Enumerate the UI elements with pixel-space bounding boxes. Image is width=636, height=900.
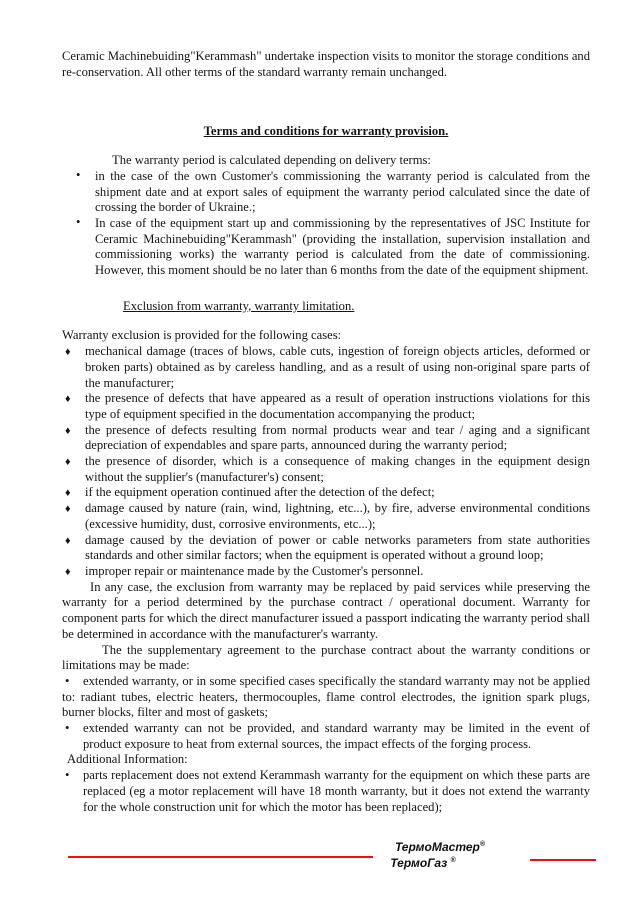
brand-termomaster-text: ТермоМастер (394, 840, 480, 854)
brand-termomaster (378, 838, 502, 854)
list-item (62, 564, 590, 580)
bullet-diamond-icon: ♦ (65, 424, 71, 437)
list-item (62, 344, 590, 391)
delivery-terms-list (62, 169, 590, 279)
brand-termogaz (361, 854, 485, 870)
list-item-text: the presence of defects resulting from normal products wear and tear / aging and a significant depreciation of expendables and spare parts, announced during the warranty period; (85, 422, 590, 453)
bullet-diamond-icon: ♦ (65, 346, 71, 359)
list-item-text: damage caused by nature (rain, wind, lightning, etc...), by fire, adverse environmental conditions (excessive humidity, dust, corrosive environments, etc...); (85, 501, 590, 531)
exclusion-list (62, 344, 590, 580)
list-item (62, 169, 590, 216)
list-item (62, 533, 590, 564)
list-item-text: if the equipment operation continued after the detection of the defect; (85, 485, 435, 500)
registered-mark: ® (450, 857, 456, 864)
paragraph-any-case: In any case, the exclusion from warranty may be replaced by paid services while preserving the warranty for a period determined by the purchase contract / operational document. Warranty for component parts for which the direct manufacturer issued a passport indicating the warranty period shall be determined in accordance with the manufacturer's warranty. (62, 579, 590, 641)
list-item (62, 485, 590, 501)
bullet-dot-icon: • (65, 673, 70, 688)
list-item-text: parts replacement does not extend Kerammash warranty for the equipment on which these parts are replaced (eg a motor replacement will have 18 month warranty, but it does not extend the warranty for the whole construction unit for which the motor has been replaced); (83, 768, 590, 814)
list-item (62, 216, 590, 279)
list-item-text: in the case of the own Customer's commissioning the warranty period is calculated from the shipment date and at export sales of equipment the warranty period calculated since the date of crossing the border of Ukraine.; (95, 168, 590, 215)
list-item-text: extended warranty, or in some specified cases specifically the standard warranty may not be applied to: radiant tubes, electric heaters, thermocouples, flame control electrodes, the ignition spark plugs, burner blocks, filter and most of gaskets; (62, 673, 590, 720)
bullet-dot-icon: • (76, 214, 81, 229)
additional-info-label: Additional Information: (67, 752, 188, 767)
exclusion-intro: Warranty exclusion is provided for the following cases: (62, 328, 342, 343)
document-body (62, 49, 590, 815)
list-item (62, 423, 590, 454)
list-item-text: extended warranty can not be provided, and standard warranty may be limited in the event of product exposure to heat from external sources, the impact effects of the forging process. (83, 721, 590, 751)
list-item (62, 454, 590, 485)
delivery-terms-intro: The warranty period is calculated depending on delivery terms: (112, 153, 431, 168)
bullet-diamond-icon: ♦ (65, 456, 71, 469)
heading-exclusion: Exclusion from warranty, warranty limitation. (123, 298, 355, 313)
list-item (62, 501, 590, 532)
brand-termogaz-text: ТермоГаз (390, 856, 448, 870)
list-item (62, 721, 590, 752)
heading-terms-and-conditions: Terms and conditions for warranty provision. (203, 124, 449, 139)
bullet-diamond-icon: ♦ (65, 487, 71, 500)
list-item-text: the presence of disorder, which is a consequence of making changes in the equipment design without the supplier's (manufacturer's) consent; (85, 454, 590, 484)
intro-paragraph: Ceramic Machinebuiding"Kerammash" undertake inspection visits to monitor the storage conditions and re-conservation. All other terms of the standard warranty remain unchanged. (62, 49, 590, 79)
additional-info-list (62, 768, 590, 815)
list-item (62, 768, 590, 815)
bullet-dot-icon: • (76, 167, 81, 182)
list-item (62, 674, 590, 721)
footer-rule-left (68, 856, 373, 858)
bullet-diamond-icon: ♦ (65, 565, 71, 578)
registered-mark: ® (479, 841, 486, 848)
footer-rule-right (530, 859, 596, 861)
supplementary-list (62, 674, 590, 753)
list-item-text: damage caused by the deviation of power or cable networks parameters from state authorities standards and other similar factors; when the equipment is operated without a ground loop; (85, 532, 590, 563)
list-item-text: mechanical damage (traces of blows, cable cuts, ingestion of foreign objects articles, deformed or broken parts) obtained as by careless handling, and as a result of using non-original spare parts of the manufacturer; (85, 344, 590, 390)
bullet-diamond-icon: ♦ (65, 503, 71, 516)
bullet-dot-icon: • (65, 768, 70, 783)
list-item-text: improper repair or maintenance made by the Customer's personnel. (85, 563, 424, 578)
bullet-dot-icon: • (65, 721, 70, 736)
list-item (62, 391, 590, 422)
footer-brands (378, 838, 502, 870)
paragraph-supplementary: The the supplementary agreement to the purchase contract about the warranty conditions or limitations may be made: (62, 642, 590, 673)
bullet-diamond-icon: ♦ (65, 534, 71, 547)
list-item-text: In case of the equipment start up and commissioning by the representatives of JSC Institute for Ceramic Machinebuiding"Kerammash" (providing the installation, supervision installation and commissioning works) the warranty period is calculated from the date of commissioning. However, this moment should be no later than 6 months from the date of the equipment shipment. (95, 215, 590, 278)
bullet-diamond-icon: ♦ (65, 393, 71, 406)
list-item-text: the presence of defects that have appeared as a result of operation instructions violations for this type of equipment specified in the documentation accompanying the product; (85, 391, 590, 421)
